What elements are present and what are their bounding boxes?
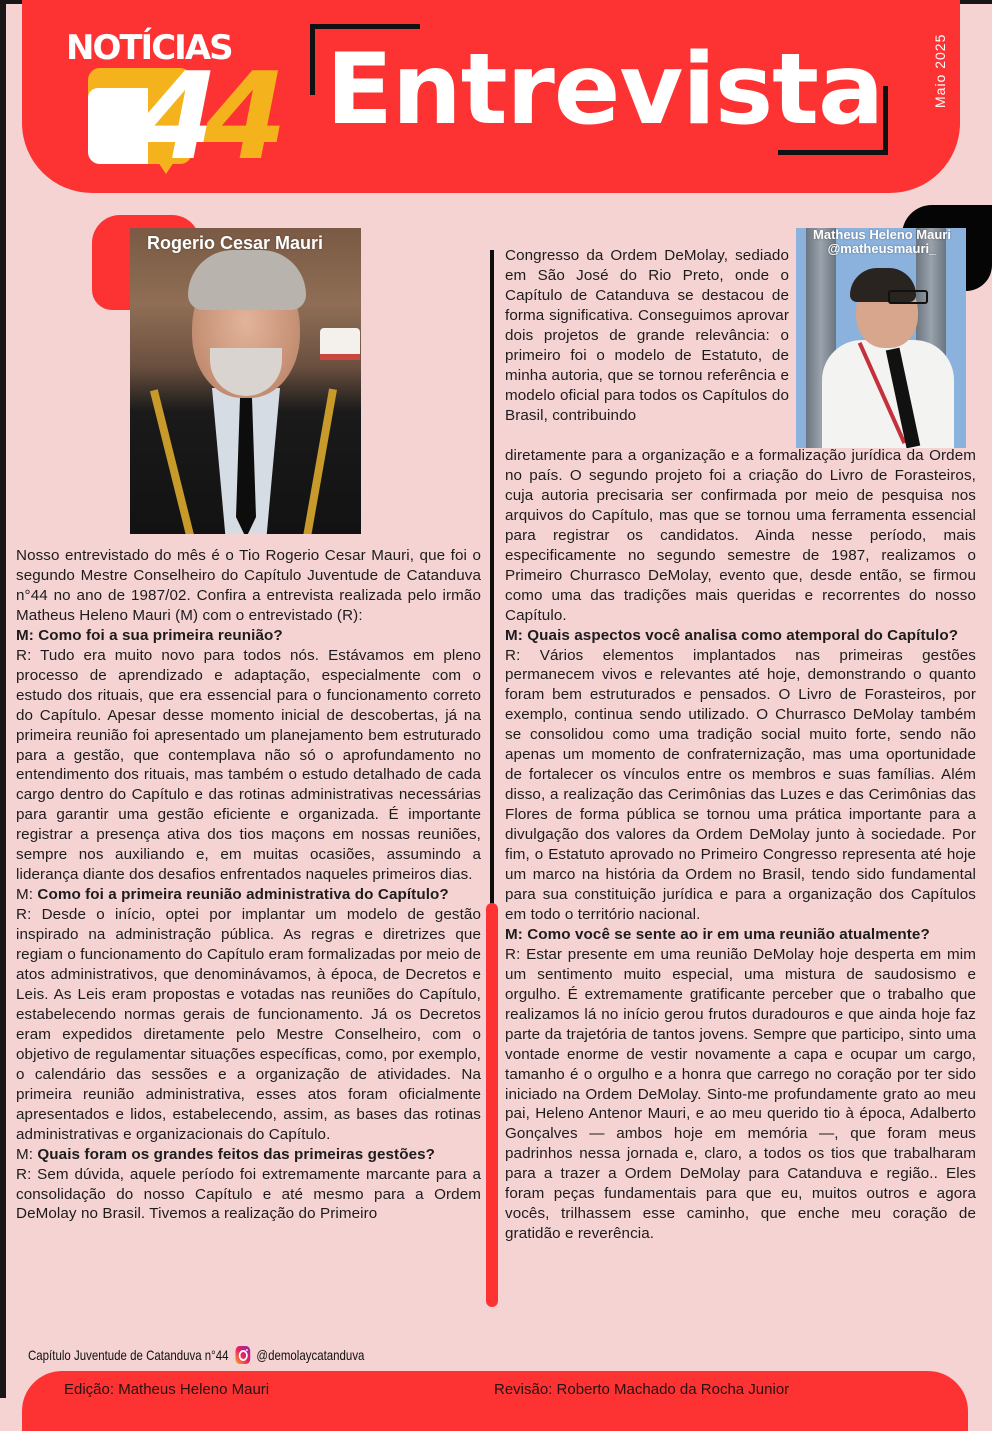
interview-question	[16, 626, 481, 646]
interviewer-handle: @matheusmauri_	[827, 241, 937, 256]
interviewee-photo	[130, 228, 361, 534]
interviewer-photo	[796, 228, 966, 448]
page-title: Entrevista	[326, 33, 884, 147]
photo-detail	[150, 389, 194, 534]
interview-question	[505, 925, 976, 945]
footer-credits	[28, 1346, 364, 1364]
logo-text: NOTÍCIAS	[66, 28, 232, 68]
photo-detail	[320, 328, 360, 360]
paragraph: R: Vários elementos implantados nas primeiras gestões permanecem vivos e relevantes até hoje, demonstrando o quanto foram bem estruturados e pensados. O Livro de Forasteiros, por exemplo, continua sendo utilizado. O Churrasco DeMolay também se consolidou como uma tradição social muito forte, sendo não apenas um momento de confraternização, mas uma oportunidade de fortalecer os vínculos entre os membros e suas famílias. Além disso, a realização das Cerimônias das Luzes e das Cerimônias das Flores de forma pública se tornou uma prática importante para a divulgação dos valores da Ordem DeMolay junto à sociedade. Por fim, o Estatuto aprovado no Primeiro Congresso representa até hoje um marco na história da Ordem no Brasil, tendo sido fundamental para sua constituição jurídica e para a organização dos Capítulos em todo o território nacional.	[505, 646, 976, 923]
paragraph: R: Estar presente em uma reunião DeMolay hoje desperta em mim um sentimento muito especial, uma mistura de saudosismo e orgulho. É extremamente gratificante perceber que o trabalho que realizamos lá no início gerou frutos duradouros e que ainda hoje faz parte da trajetória de tantos jovens. Sempre que participo, sinto uma vontade enorme de vestir novamente a capa e ocupar um cargo, tamanho é o orgulho e a honra que carrego no coração por ter sido iniciado na Ordem DeMolay. Sinto-me profundamente grato ao meu pai, Heleno Antenor Mauri, e ao meu querido tio à época, Adalberto Gonçalves — ambos hoje em memória —, que foram meus padrinhos nessa jornada e, claro, a todos os tios que trabalharam para a trazer a Ordem DeMolay para Catanduva e região.. Eles foram peças fundamentais para que eu, muitos outros e agora vocês, trilhassem esse caminho, que enche meu coração de gratidão e reverência.	[505, 945, 976, 1243]
right-column	[505, 446, 976, 1244]
instagram-icon[interactable]	[235, 1346, 250, 1364]
question-text: M: Como foi a sua primeira reunião?	[16, 626, 283, 644]
paragraph: R: Tudo era muito novo para todos nós. Estávamos em pleno processo de aprendizado e adaptação, especialmente com o estudo dos rituais, que era essencial para o funcionamento correto do Capítulo. Apesar desse momento inicial de descobertas, já na primeira reunião foi apresentado um planejamento bem estruturado para a gestão, que contemplava não só o aprofundamento no entendimento dos rituais, mas também o estudo detalhado de cada cargo dentro do Capítulo e das rotinas administrativas necessárias para garantir uma gestão eficiente e organizada. É importante registrar a presença ativa dos tios maçons em nossas reuniões, sempre nos auxiliando e, em muitas ocasiões, assumindo a liderança diante dos desafios enfrentados naqueles primeiros dias.	[16, 646, 481, 884]
interviewer-name: Matheus Heleno Mauri	[813, 227, 951, 242]
question-text: M: Como você se sente ao ir em uma reunião atualmente?	[505, 925, 930, 943]
footer-bar	[22, 1371, 968, 1431]
logo-number	[136, 48, 271, 187]
page-edge-left	[0, 0, 6, 1398]
edition-credit: Edição: Matheus Heleno Mauri	[64, 1381, 270, 1398]
header-banner	[22, 0, 960, 193]
interview-question	[16, 1145, 481, 1165]
question-text: Quais foram os grandes feitos das primeiras gestões?	[37, 1145, 436, 1163]
paragraph: Nosso entrevistado do mês é o Tio Rogerio Cesar Mauri, que foi o segundo Mestre Conselheiro do Capítulo Juventude de Catanduva n°44 no ano de 1987/02. Confira a entrevista realizada pelo irmão Matheus Heleno Mauri (M) com o entrevistado (R):	[16, 547, 481, 624]
interviewer-caption	[804, 228, 960, 256]
column-divider-red	[486, 903, 498, 1307]
photo-detail	[188, 250, 306, 310]
photo-detail	[888, 290, 928, 304]
interview-question	[505, 626, 976, 646]
chapter-name: Capítulo Juventude de Catanduva n°44	[28, 1347, 229, 1363]
paragraph: Congresso da Ordem DeMolay, sediado em São José do Rio Preto, onde o Capítulo de Catanduva se destacou de forma significativa. Conseguimos aprovar dois projetos de grande relevância: o primeiro foi o modelo de Estatuto, de minha autoria, que se tornou referência e modelo oficial para todos os Capítulos do Brasil, contribuindo	[505, 247, 789, 424]
logo-number-b: 4	[203, 48, 271, 187]
logo-number-a: 4	[136, 48, 204, 187]
question-prefix: M:	[16, 1145, 38, 1163]
interviewee-name: Rogerio Cesar Mauri	[147, 233, 324, 253]
paragraph: diretamente para a organização e a formalização jurídica da Ordem no país. O segundo projeto foi a criação do Livro de Forasteiros, cuja autoria precisaria ser confirmada por meio de pesquisa nos arquivos do Capítulo, mas que se tornou uma ferramenta essencial para registrar os candidatos. Ainda nesse período, mais especificamente no segundo semestre de 1987, realizamos o Primeiro Churrasco DeMolay, evento que, desde então, se firmou como uma das tradições mais queridas e recorrentes do nosso Capítulo.	[505, 447, 976, 624]
left-column	[16, 546, 481, 1224]
photo-detail	[303, 388, 337, 534]
question-text: Como foi a primeira reunião administrativa do Capítulo?	[37, 886, 449, 904]
noticias-44-logo	[66, 28, 271, 187]
question-prefix: M:	[16, 886, 38, 904]
instagram-handle[interactable]: @demolaycatanduva	[256, 1347, 365, 1363]
question-text: M: Quais aspectos você analisa como atemporal do Capítulo?	[505, 626, 959, 644]
interview-question	[16, 885, 481, 905]
revision-credit: Revisão: Roberto Machado da Rocha Junior	[494, 1381, 790, 1398]
column-divider-black	[490, 250, 494, 910]
paragraph: R: Sem dúvida, aquele período foi extremamente marcante para a consolidação do nosso Capítulo e até mesmo para a Ordem DeMolay no Brasil. Tivemos a realização do Primeiro	[16, 1165, 481, 1223]
right-column-top	[505, 246, 789, 426]
issue-date: Maio 2025	[932, 33, 948, 108]
paragraph: R: Desde o início, optei por implantar um modelo de gestão inspirado na administração pública. As regras e diretrizes que regiam o funcionamento do Capítulo eram formalizadas por meio de atos administrativos, que denominávamos, à época, de Decretos e Leis. As Leis eram propostas e votadas nas reuniões do Capítulo, estabelecendo normas gerais de funcionamento. Já os Decretos eram expedidos diretamente pelo Mestre Conselheiro, com o objetivo de regulamentar situações específicas, como, por exemplo, o calendário das sessões e a organização de atividades. Na primeira reunião administrativa, esses atos foram oficialmente apresentados e lidos, estabelecendo, assim, as bases das rotinas administrativas e organizacionais do Capítulo.	[16, 906, 481, 1143]
